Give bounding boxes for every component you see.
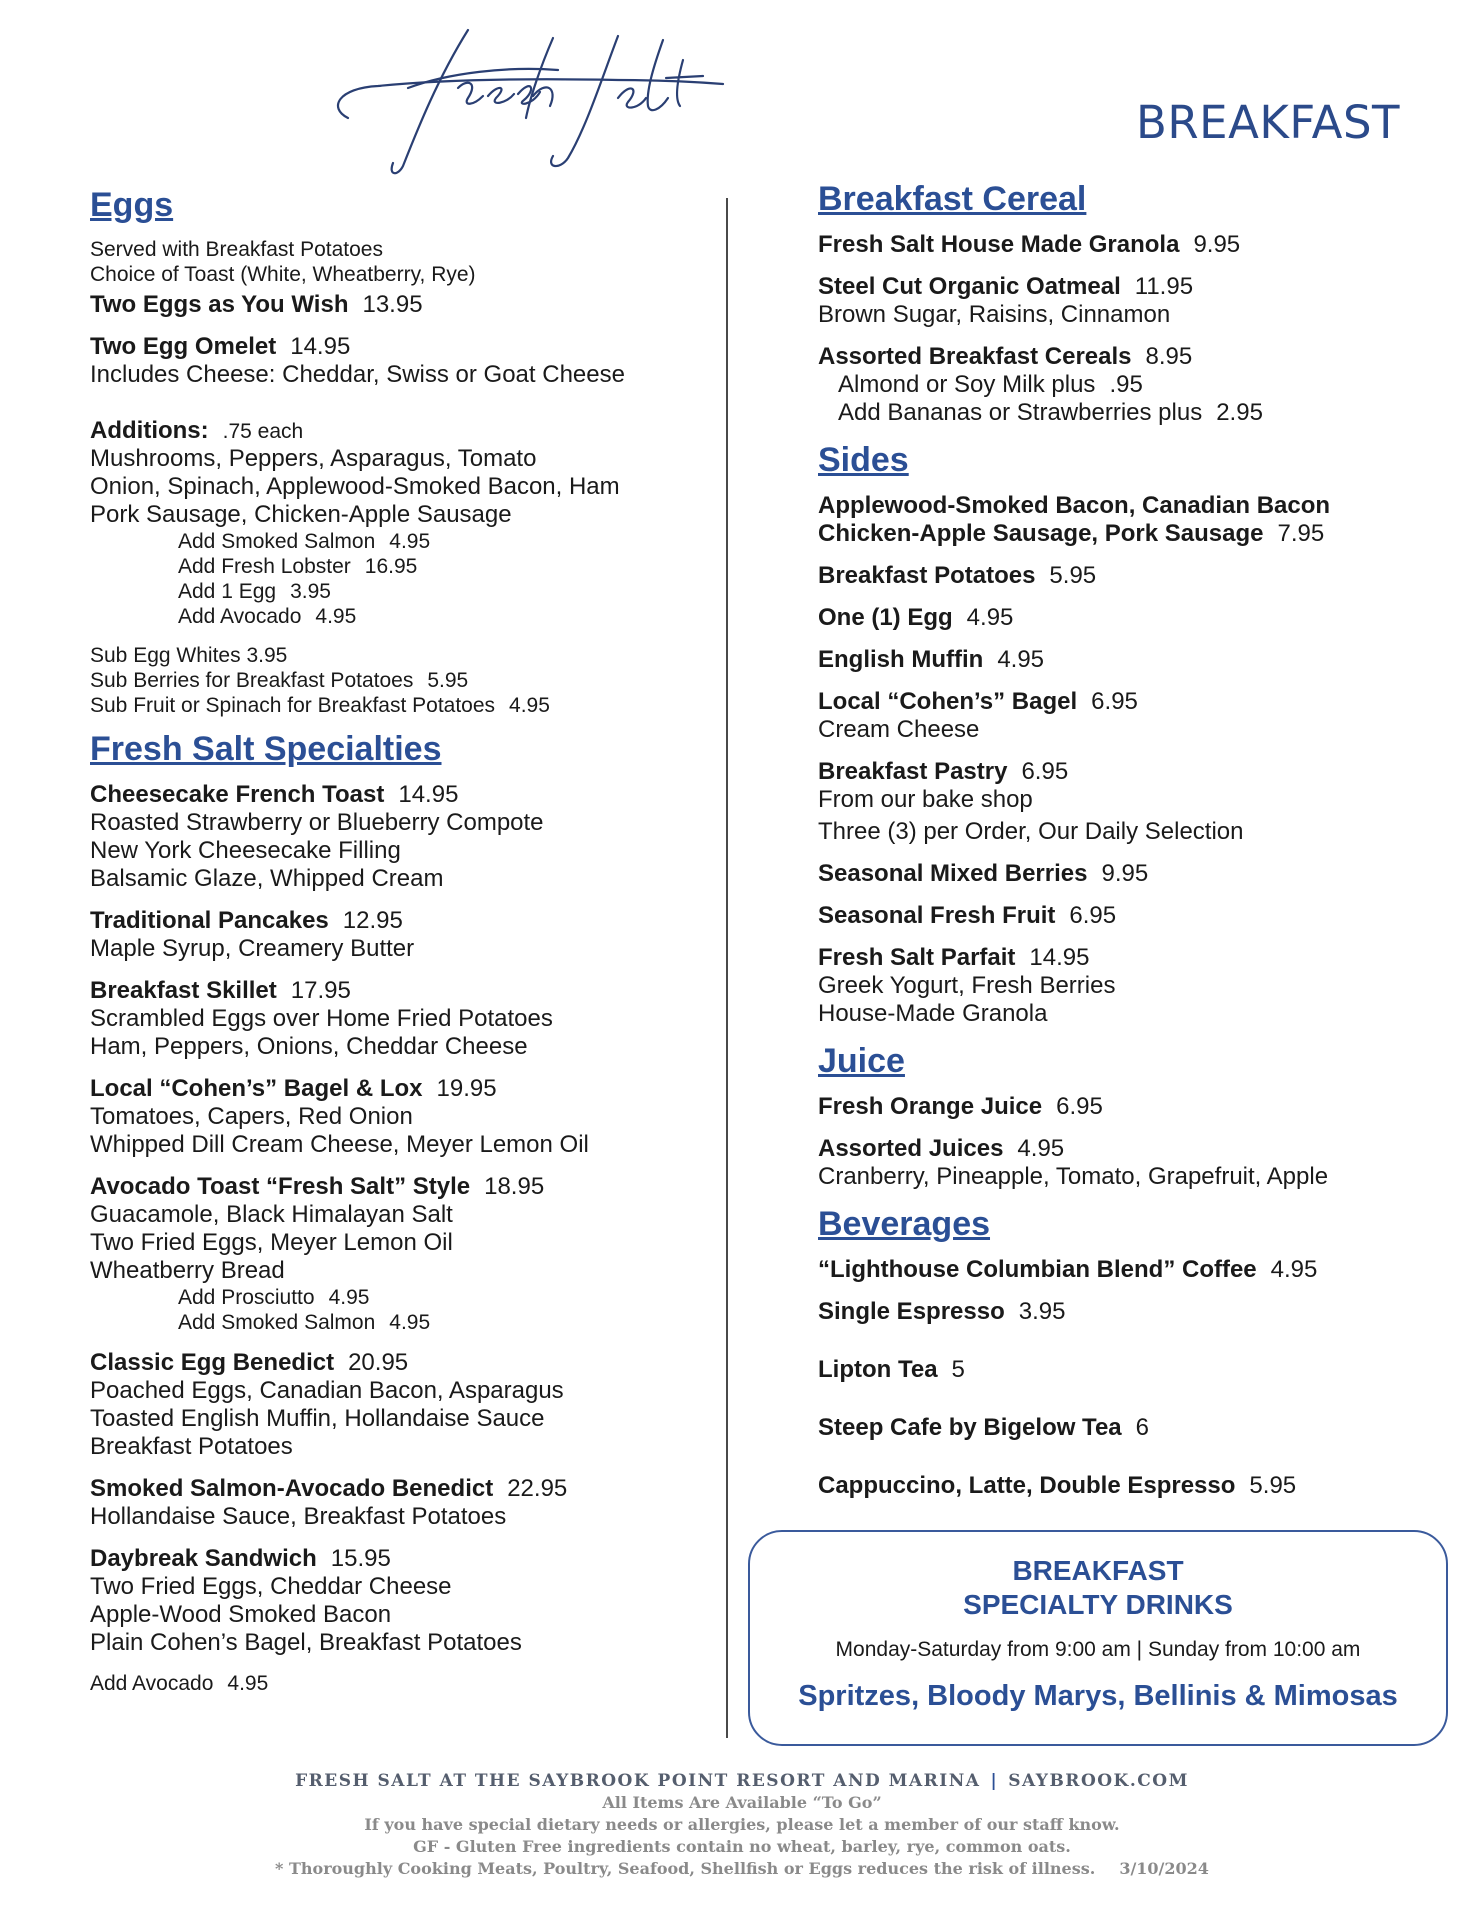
menu-item: Local “Cohen’s” Bagel & Lox 19.95 Tomatoes, Capers, Red Onion Whipped Dill Cream Cheese, Meyer Lemon Oil: [90, 1075, 589, 1159]
fresh-salt-logo: [318, 18, 728, 178]
additions-header: [90, 417, 710, 445]
eggs-served-note: Served with Breakfast Potatoes: [90, 238, 383, 262]
menu-item: Steep Cafe by Bigelow Tea 6: [818, 1414, 1149, 1442]
addon-line: Add Smoked Salmon 4.95: [178, 530, 431, 554]
drinks-list: Spritzes, Bloody Marys, Bellinis & Mimosas: [798, 1680, 1398, 1712]
addon-line: Add Smoked Salmon 4.95: [178, 1311, 431, 1335]
menu-item: “Lighthouse Columbian Blend” Coffee 4.95: [818, 1256, 1318, 1284]
menu-item: [90, 333, 710, 389]
menu-item: Smoked Salmon-Avocado Benedict 22.95 Hollandaise Sauce, Breakfast Potatoes: [90, 1475, 568, 1531]
sides-title: Sides: [818, 441, 909, 480]
addon-line: Add Avocado 4.95: [178, 605, 357, 629]
menu-item: Assorted Breakfast Cereals 8.95 Almond or Soy Milk plus .95 Add Bananas or Strawberries plus 2.95: [818, 343, 1438, 427]
sub-line: Sub Berries for Breakfast Potatoes 5.95: [90, 669, 469, 693]
juice-title: Juice: [818, 1042, 905, 1081]
sub-line: Sub Egg Whites 3.95: [90, 644, 288, 668]
menu-item: Avocado Toast “Fresh Salt” Style 18.95 Guacamole, Black Himalayan Salt Two Fried Eggs, Meyer Lemon Oil Wheatberry Bread Add Prosciutto 4.95 Add Smoked Salmon 4.95: [90, 1173, 710, 1335]
menu-item: Cappuccino, Latte, Double Espresso 5.95: [818, 1472, 1297, 1500]
menu-item: Cheesecake French Toast 14.95 Roasted Strawberry or Blueberry Compote New York Cheesecake Filling Balsamic Glaze, Whipped Cream: [90, 781, 544, 893]
addon-line: Add 1 Egg 3.95: [178, 580, 331, 604]
menu-item: [90, 291, 710, 319]
left-column: [90, 186, 710, 1696]
specialties-title: Fresh Salt Specialties: [90, 730, 442, 769]
specialty-drinks-box: [748, 1530, 1448, 1746]
item-desc: Includes Cheese: Cheddar, Swiss or Goat Cheese: [90, 361, 625, 389]
site-link[interactable]: SAYBROOK.COM: [1008, 1771, 1189, 1791]
drinks-title-line1: BREAKFAST: [1012, 1555, 1184, 1586]
additions-label: Additions:: [90, 417, 209, 445]
menu-item: English Muffin 4.95: [818, 646, 1045, 674]
footer-venue-line: FRESH SALT AT THE SAYBROOK POINT RESORT AND MARINA | SAYBROOK.COM: [295, 1771, 1189, 1791]
option-line: Add Bananas or Strawberries plus 2.95: [838, 399, 1263, 427]
menu-item: Applewood-Smoked Bacon, Canadian Bacon Chicken-Apple Sausage, Pork Sausage 7.95: [818, 492, 1331, 548]
additions-line: Onion, Spinach, Applewood-Smoked Bacon, Ham: [90, 473, 620, 501]
drinks-title-line2: SPECIALTY DRINKS: [963, 1589, 1233, 1620]
menu-item: Steel Cut Organic Oatmeal 11.95 Brown Sugar, Raisins, Cinnamon: [818, 273, 1194, 329]
eggs-toast-note: Choice of Toast (White, Wheatberry, Rye): [90, 263, 476, 287]
menu-item: Traditional Pancakes 12.95 Maple Syrup, Creamery Butter: [90, 907, 415, 963]
column-divider: [726, 198, 728, 1738]
cereal-title: Breakfast Cereal: [818, 180, 1087, 218]
menu-item: Lipton Tea 5: [818, 1356, 965, 1384]
page-heading: BREAKFAST: [1136, 96, 1400, 149]
menu-item: Single Espresso 3.95: [818, 1298, 1066, 1326]
menu-item: Fresh Orange Juice 6.95: [818, 1093, 1103, 1121]
beverages-title: Beverages: [818, 1205, 991, 1244]
menu-item: Breakfast Potatoes 5.95: [818, 562, 1097, 590]
eggs-title: Eggs: [90, 186, 174, 224]
footer-to-go: All Items Are Available “To Go”: [602, 1793, 882, 1812]
drinks-hours: Monday-Saturday from 9:00 am | Sunday from 10:00 am: [835, 1638, 1361, 1661]
item-price: 14.95: [290, 333, 351, 361]
menu-item: Daybreak Sandwich 15.95 Two Fried Eggs, Cheddar Cheese Apple-Wood Smoked Bacon Plain Cohen’s Bagel, Breakfast Potatoes: [90, 1545, 522, 1657]
addon-line: Add Fresh Lobster 16.95: [178, 555, 418, 579]
menu-item: Local “Cohen’s” Bagel 6.95 Cream Cheese: [818, 688, 1138, 744]
footer-date: 3/10/2024: [1119, 1859, 1209, 1878]
menu-item: Fresh Salt Parfait 14.95 Greek Yogurt, Fresh Berries House-Made Granola: [818, 944, 1116, 1028]
item-name: Two Eggs as You Wish: [90, 291, 349, 319]
additions-price: .75 each: [222, 420, 304, 444]
right-column: [818, 180, 1438, 1514]
footer: [0, 1770, 1484, 1880]
sub-line: Sub Fruit or Spinach for Breakfast Potatoes 4.95: [90, 694, 550, 718]
menu-item: Breakfast Skillet 17.95 Scrambled Eggs over Home Fried Potatoes Ham, Peppers, Onions, Cheddar Cheese: [90, 977, 553, 1061]
addon-line: Add Avocado 4.95: [90, 1672, 269, 1696]
menu-item: Breakfast Pastry 6.95 From our bake shop Three (3) per Order, Our Daily Selection: [818, 758, 1244, 846]
footer-allergy: If you have special dietary needs or allergies, please let a member of our staff know.: [364, 1815, 1120, 1834]
menu-item: One (1) Egg 4.95: [818, 604, 1014, 632]
item-price: 13.95: [362, 291, 423, 319]
option-line: Almond or Soy Milk plus .95: [838, 371, 1143, 399]
footer-gf: GF - Gluten Free ingredients contain no wheat, barley, rye, common oats.: [413, 1837, 1071, 1856]
menu-item: Fresh Salt House Made Granola 9.95: [818, 231, 1241, 259]
menu-item: Seasonal Fresh Fruit 6.95: [818, 902, 1117, 930]
addon-line: Add Prosciutto 4.95: [178, 1286, 370, 1310]
item-name: Two Egg Omelet: [90, 333, 277, 361]
footer-warning-line: * Thoroughly Cooking Meats, Poultry, Seafood, Shellfish or Eggs reduces the risk of illness. 3/10/2024: [275, 1859, 1209, 1878]
menu-item: Assorted Juices 4.95 Cranberry, Pineapple, Tomato, Grapefruit, Apple: [818, 1135, 1329, 1191]
additions-line: Pork Sausage, Chicken-Apple Sausage: [90, 501, 512, 529]
menu-item: Seasonal Mixed Berries 9.95: [818, 860, 1149, 888]
additions-line: Mushrooms, Peppers, Asparagus, Tomato: [90, 445, 537, 473]
menu-item: Classic Egg Benedict 20.95 Poached Eggs, Canadian Bacon, Asparagus Toasted English Muffin, Hollandaise Sauce Breakfast Potatoes: [90, 1349, 564, 1461]
